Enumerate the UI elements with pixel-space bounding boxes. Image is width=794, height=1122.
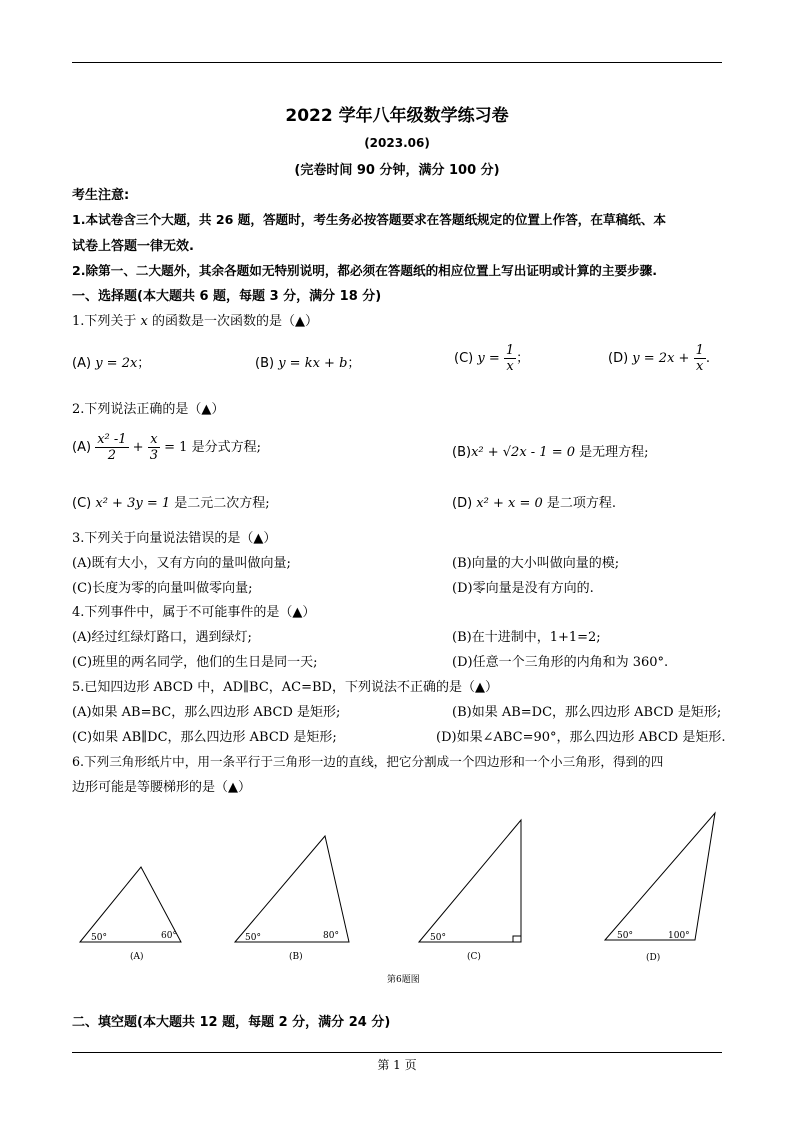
option-label: (B): [452, 445, 472, 460]
q2-option-b: [452, 441, 649, 460]
numerator: 1: [505, 343, 515, 358]
notice-line-2: 2.除第一、二大题外，其余各题如无特别说明，都必须在答题纸的相应位置上写出证明或计算的主要步骤.: [72, 263, 658, 278]
triangle-c-label: (C): [467, 952, 481, 962]
triangle-d-label: (D): [646, 953, 661, 963]
triangle-a-left-angle: 50°: [91, 933, 107, 943]
q1-option-a: [72, 352, 150, 371]
q1-d-pre: y = 2x +: [632, 351, 690, 366]
q2-a-rest: = 1 是分式方程;: [164, 440, 261, 455]
triangle-c: [419, 820, 521, 942]
numerator: x² -1: [97, 432, 127, 447]
triangle-a-label: (A): [130, 952, 144, 962]
q1-d-fraction: [694, 343, 706, 374]
triangle-b-left-angle: 50°: [245, 933, 261, 943]
q2-a-fraction-1: [95, 432, 128, 463]
bottom-rule: [72, 1052, 722, 1053]
page-number: 第 1 页: [377, 1058, 417, 1072]
option-label: (D): [608, 351, 629, 366]
q2-b-expr: x² + √2x - 1 = 0: [471, 445, 576, 460]
q5-option-c: (C)如果 AB∥DC，那么四边形 ABCD 是矩形;: [72, 730, 337, 745]
q2-stem: 2.下列说法正确的是（▲）: [72, 402, 225, 417]
q6-triangles-figure: [0, 805, 794, 990]
q1-c-fraction: [504, 343, 516, 374]
q1-stem-a: 1.下列关于: [72, 314, 137, 329]
q1-option-b: [255, 352, 360, 371]
q5-stem: 5.已知四边形 ABCD 中，AD∥BC，AC=BD，下列说法不正确的是（▲）: [72, 680, 498, 695]
q2-option-d: [452, 492, 616, 511]
denominator: x: [506, 359, 514, 374]
q1-c-pre: y =: [477, 351, 500, 366]
q1-b-end: ；: [347, 356, 361, 371]
q4-option-d: (D)任意一个三角形的内角和为 360°.: [452, 655, 669, 670]
q1-c-end: ；: [516, 351, 530, 366]
page-title: 2022 学年八年级数学练习卷: [285, 106, 509, 126]
q1-option-c: [454, 343, 529, 374]
denominator: x: [696, 359, 704, 374]
triangle-d: [605, 813, 715, 940]
top-rule: [72, 62, 722, 63]
triangle-b-label: (B): [289, 952, 303, 962]
notice-heading: 考生注意:: [72, 188, 130, 203]
section-2-heading: 二、填空题(本大题共 12 题，每题 2 分，满分 24 分): [72, 1015, 391, 1030]
q1-a-expr: y = 2x: [95, 356, 138, 371]
option-label: (C): [72, 496, 92, 511]
q3-option-b: (B)向量的大小叫做向量的模;: [452, 556, 620, 571]
plus-sign: +: [132, 440, 144, 455]
q2-option-a: [72, 432, 261, 463]
q1-d-end: .: [705, 351, 710, 366]
q4-option-c: (C)班里的两名同学，他们的生日是同一天;: [72, 655, 318, 670]
q3-option-a: (A)既有大小，又有方向的量叫做向量;: [72, 556, 291, 571]
q1-stem: [72, 310, 318, 329]
triangle-c-left-angle: 50°: [430, 933, 446, 943]
q2-option-c: [72, 492, 270, 511]
q5-option-b: (B)如果 AB=DC，那么四边形 ABCD 是矩形;: [452, 705, 722, 720]
option-label: (D): [452, 496, 473, 511]
q6-stem-line-2: 边形可能是等腰梯形的是（▲）: [72, 780, 251, 795]
option-label: (B): [255, 356, 275, 371]
q1-a-end: ；: [137, 356, 151, 371]
option-label: (C): [454, 351, 474, 366]
triangle-b-right-angle: 80°: [323, 931, 339, 941]
exam-date: (2023.06): [364, 136, 430, 150]
triangle-d-left-angle: 50°: [617, 931, 633, 941]
figure-caption: 第6题图: [387, 975, 420, 985]
q5-option-d: (D)如果∠ABC=90°，那么四边形 ABCD 是矩形.: [436, 730, 726, 745]
q2-c-rest: 是二元二次方程;: [174, 496, 270, 511]
q1-option-d: [608, 343, 710, 374]
denominator: 3: [149, 448, 158, 463]
numerator: x: [148, 432, 160, 448]
notice-line-1b: 试卷上答题一律无效.: [72, 239, 194, 254]
option-label: (A): [72, 440, 92, 455]
q2-a-fraction-2: [148, 432, 160, 463]
q2-d-rest: 是二项方程.: [546, 496, 617, 511]
time-note: (完卷时间 90 分钟，满分 100 分): [294, 163, 500, 178]
q3-stem: 3.下列关于向量说法错误的是（▲）: [72, 531, 277, 546]
q6-stem-line-1: 6.下列三角形纸片中，用一条平行于三角形一边的直线，把它分割成一个四边形和一个小三角形，得到的四: [72, 754, 664, 769]
q4-stem: 4.下列事件中，属于不可能事件的是（▲）: [72, 605, 316, 620]
q2-b-rest: 是无理方程;: [579, 445, 649, 460]
notice-line-1a: 1.本试卷含三个大题，共 26 题，答题时，考生务必按答题要求在答题纸规定的位置上作答，在草稿纸、本: [72, 212, 666, 227]
q5-option-a: (A)如果 AB=BC，那么四边形 ABCD 是矩形;: [72, 705, 341, 720]
q3-option-d: (D)零向量是没有方向的.: [452, 581, 594, 596]
option-label: (A): [72, 356, 92, 371]
q4-option-a: (A)经过红绿灯路口，遇到绿灯;: [72, 630, 252, 645]
section-1-heading: 一、选择题(本大题共 6 题，每题 3 分，满分 18 分): [72, 289, 382, 304]
q2-c-expr: x² + 3y = 1: [95, 496, 171, 511]
triangle-d-right-angle: 100°: [668, 931, 690, 941]
triangle-a-right-angle: 60°: [161, 931, 177, 941]
denominator: 2: [107, 448, 116, 463]
q3-option-c: (C)长度为零的向量叫做零向量;: [72, 581, 253, 596]
triangle-b: [235, 836, 349, 942]
q2-d-expr: x² + x = 0: [476, 496, 543, 511]
q1-var: x: [140, 314, 148, 329]
q1-b-expr: y = kx + b: [278, 356, 348, 371]
q4-option-b: (B)在十进制中，1+1=2;: [452, 630, 601, 645]
numerator: 1: [695, 343, 704, 358]
q1-stem-b: 的函数是一次函数的是（▲）: [152, 314, 319, 329]
